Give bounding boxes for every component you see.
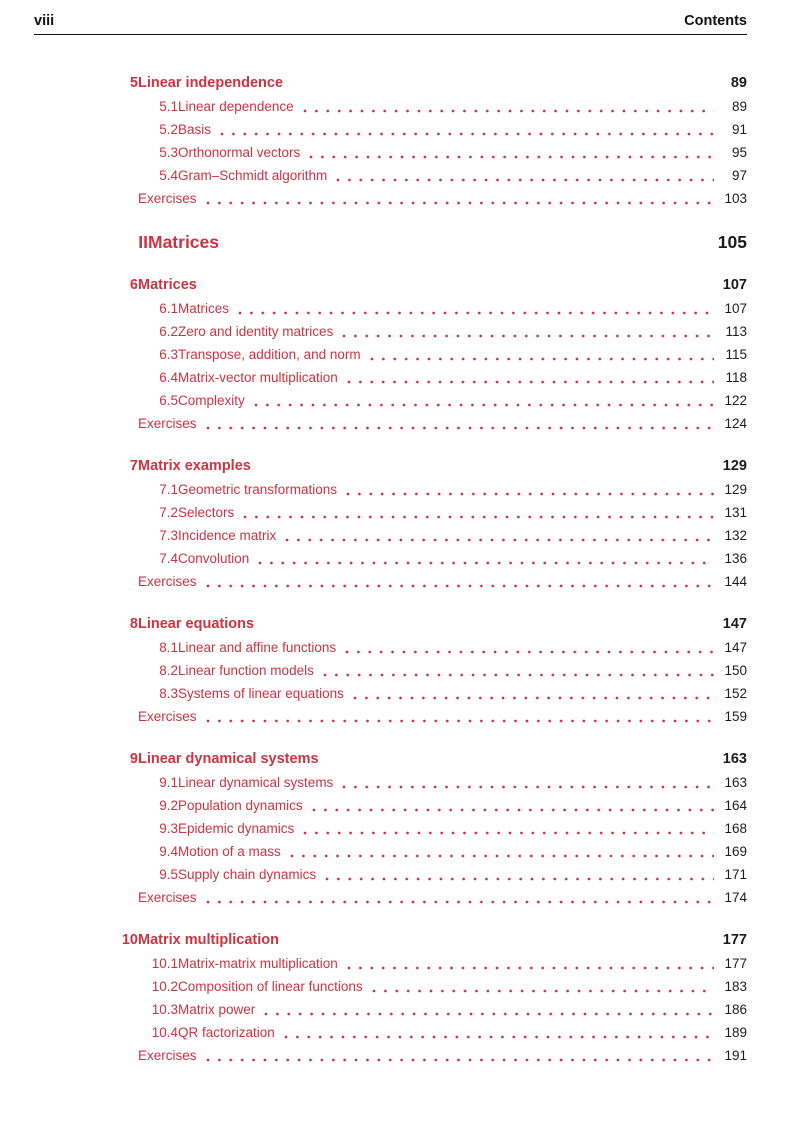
section-title: Incidence matrix: [178, 528, 277, 543]
section-title: Systems of linear equations: [178, 686, 344, 701]
chapter-number: 5: [129, 75, 138, 91]
section-number: 8.2: [159, 663, 178, 678]
chapter-number: 8: [129, 616, 138, 632]
chapter-number: 9: [129, 751, 138, 767]
toc-section-entry[interactable]: [138, 501, 747, 524]
section-title: Gram–Schmidt algorithm: [178, 168, 328, 183]
section-page-number: 122: [724, 393, 747, 408]
dot-leader: [370, 357, 714, 361]
toc-section-entry[interactable]: [138, 164, 747, 187]
section-title: Matrices: [178, 301, 230, 316]
dot-leader: [312, 808, 714, 812]
section-title: Exercises: [138, 709, 197, 724]
section-title: Exercises: [138, 191, 197, 206]
dot-leader: [206, 900, 714, 904]
section-page-number: 152: [724, 686, 747, 701]
chapter-title: Matrix multiplication: [138, 932, 279, 948]
section-number: 5.2: [159, 122, 178, 137]
toc-section-entry[interactable]: [138, 297, 747, 320]
toc-section-entry[interactable]: [138, 840, 747, 863]
dot-leader: [347, 380, 714, 384]
section-list: [110, 297, 747, 435]
chapter-page-number: 129: [722, 458, 747, 474]
section-number: 8.1: [159, 640, 178, 655]
section-page-number: 124: [724, 416, 747, 431]
section-page-number: 136: [724, 551, 747, 566]
section-number: 7.2: [159, 505, 178, 520]
toc-chapter-entry[interactable]: [110, 273, 747, 297]
section-page-number: 168: [724, 821, 747, 836]
chapter-number: 10: [121, 932, 138, 948]
section-title: Matrix-vector multiplication: [178, 370, 338, 385]
section-title: Exercises: [138, 416, 197, 431]
chapter-page-number: 163: [722, 751, 747, 767]
chapter-title: Matrix examples: [138, 458, 251, 474]
section-page-number: 115: [725, 347, 747, 362]
section-page-number: 164: [724, 798, 747, 813]
section-number: 10.2: [151, 979, 178, 994]
toc-section-entry[interactable]: [138, 705, 747, 728]
dot-leader: [303, 831, 714, 835]
toc-chapter-entry[interactable]: [110, 454, 747, 478]
section-title: Linear dynamical systems: [178, 775, 334, 790]
dot-leader: [285, 538, 714, 542]
chapter-title: Matrices: [138, 277, 197, 293]
dot-leader: [258, 561, 714, 565]
section-number: 10.1: [151, 956, 178, 971]
dot-leader: [353, 696, 714, 700]
toc-chapter-entry[interactable]: [110, 928, 747, 952]
dot-leader: [206, 584, 714, 588]
section-title: Complexity: [178, 393, 245, 408]
section-page-number: 129: [724, 482, 747, 497]
toc-section-entry[interactable]: [138, 412, 747, 435]
section-number: 10.3: [151, 1002, 178, 1017]
chapter-page-number: 107: [722, 277, 747, 293]
dot-leader: [309, 155, 714, 159]
dot-leader: [284, 1035, 714, 1039]
section-title: Composition of linear functions: [178, 979, 363, 994]
dot-leader: [342, 334, 714, 338]
toc-section-entry[interactable]: [138, 1044, 747, 1067]
toc-chapter-entry[interactable]: [110, 612, 747, 636]
dot-leader: [206, 1058, 714, 1062]
toc-part-entry[interactable]: [110, 230, 747, 254]
section-page-number: 91: [731, 122, 747, 137]
section-page-number: 169: [724, 844, 747, 859]
section-page-number: 107: [724, 301, 747, 316]
section-page-number: 171: [724, 867, 747, 882]
section-number: 9.1: [159, 775, 178, 790]
section-page-number: 174: [724, 890, 747, 905]
toc-section-entry[interactable]: [138, 320, 747, 343]
section-list: [110, 952, 747, 1067]
section-title: Epidemic dynamics: [178, 821, 295, 836]
section-page-number: 103: [724, 191, 747, 206]
section-number: 9.3: [159, 821, 178, 836]
section-page-number: 131: [724, 505, 747, 520]
dot-leader: [325, 877, 714, 881]
toc-section-entry[interactable]: [138, 975, 747, 998]
toc-section-entry[interactable]: [138, 952, 747, 975]
toc-section-entry[interactable]: [138, 570, 747, 593]
dot-leader: [206, 719, 714, 723]
section-title: Exercises: [138, 574, 197, 589]
toc-chapter-block: [110, 612, 747, 728]
section-title: Geometric transformations: [178, 482, 338, 497]
section-page-number: 97: [731, 168, 747, 183]
chapter-page-number: 177: [722, 932, 747, 948]
section-list: [110, 636, 747, 728]
section-page-number: 150: [724, 663, 747, 678]
section-title: Convolution: [178, 551, 250, 566]
section-page-number: 159: [724, 709, 747, 724]
toc-chapter-block: [110, 747, 747, 909]
toc-section-entry[interactable]: [138, 682, 747, 705]
section-title: Linear dependence: [178, 99, 294, 114]
toc-section-entry[interactable]: [138, 366, 747, 389]
section-number: 6.1: [159, 301, 178, 316]
section-number: 6.5: [159, 393, 178, 408]
toc-section-entry[interactable]: [138, 118, 747, 141]
dot-leader: [372, 989, 714, 993]
dot-leader: [336, 178, 714, 182]
dot-leader: [243, 515, 714, 519]
section-number: 7.3: [159, 528, 178, 543]
toc-section-entry[interactable]: [138, 863, 747, 886]
section-page-number: 183: [724, 979, 747, 994]
running-header: [34, 0, 747, 35]
section-page-number: 113: [725, 324, 747, 339]
section-number: 7.1: [159, 482, 178, 497]
toc-section-entry[interactable]: [138, 389, 747, 412]
section-title: Linear function models: [178, 663, 314, 678]
dot-leader: [264, 1012, 714, 1016]
dot-leader: [290, 854, 714, 858]
section-title: Matrix-matrix multiplication: [178, 956, 338, 971]
section-number: 5.4: [159, 168, 178, 183]
part-number: II: [138, 232, 148, 252]
chapter-title: Linear equations: [138, 616, 255, 632]
dot-leader: [206, 426, 714, 430]
section-title: Exercises: [138, 1048, 197, 1063]
section-page-number: 189: [724, 1025, 747, 1040]
toc-section-entry[interactable]: [138, 998, 747, 1021]
toc-section-entry[interactable]: [138, 771, 747, 794]
section-page-number: 163: [724, 775, 747, 790]
section-title: QR factorization: [178, 1025, 275, 1040]
section-page-number: 95: [731, 145, 747, 160]
dot-leader: [254, 403, 714, 407]
section-title: Transpose, addition, and norm: [178, 347, 361, 362]
toc-section-entry[interactable]: [138, 478, 747, 501]
section-page-number: 147: [724, 640, 747, 655]
section-title: Population dynamics: [178, 798, 303, 813]
section-number: 6.2: [159, 324, 178, 339]
section-number: 5.3: [159, 145, 178, 160]
dot-leader: [220, 132, 714, 136]
chapter-number: 6: [129, 277, 138, 293]
toc-chapter-block: [110, 928, 747, 1067]
section-page-number: 191: [724, 1048, 747, 1063]
part-title: Matrices: [148, 232, 220, 252]
toc-section-entry[interactable]: [138, 817, 747, 840]
dot-leader: [345, 650, 714, 654]
toc-section-entry[interactable]: [138, 187, 747, 210]
dot-leader: [238, 311, 714, 315]
section-list: [110, 95, 747, 210]
section-number: 9.2: [159, 798, 178, 813]
toc-section-entry[interactable]: [138, 547, 747, 570]
section-page-number: 186: [724, 1002, 747, 1017]
table-of-contents: [110, 71, 747, 1067]
section-title: Linear and affine functions: [178, 640, 337, 655]
section-page-number: 89: [731, 99, 747, 114]
dot-leader: [346, 492, 714, 496]
chapter-number: 7: [129, 458, 138, 474]
toc-section-entry[interactable]: [138, 95, 747, 118]
toc-chapter-entry[interactable]: [110, 71, 747, 95]
chapter-title: Linear independence: [138, 75, 284, 91]
section-title: Basis: [178, 122, 212, 137]
toc-section-entry[interactable]: [138, 659, 747, 682]
toc-section-entry[interactable]: [138, 524, 747, 547]
section-number: 8.3: [159, 686, 178, 701]
chapter-page-number: 147: [722, 616, 747, 632]
section-number: 9.4: [159, 844, 178, 859]
section-number: 7.4: [159, 551, 178, 566]
section-list: [110, 478, 747, 593]
part-page-number: 105: [717, 232, 747, 252]
running-header-title: Contents: [684, 13, 747, 29]
dot-leader: [342, 785, 714, 789]
chapter-title: Linear dynamical systems: [138, 751, 319, 767]
dot-leader: [303, 109, 714, 113]
section-title: Matrix power: [178, 1002, 256, 1017]
section-list: [110, 771, 747, 909]
section-page-number: 144: [724, 574, 747, 589]
toc-section-entry[interactable]: [138, 141, 747, 164]
chapter-page-number: 89: [730, 75, 747, 91]
section-page-number: 177: [724, 956, 747, 971]
folio-page-label: viii: [34, 13, 55, 29]
section-number: 6.3: [159, 347, 178, 362]
toc-chapter-block: [110, 273, 747, 435]
section-number: 10.4: [151, 1025, 178, 1040]
section-page-number: 118: [725, 370, 747, 385]
section-number: 6.4: [159, 370, 178, 385]
toc-chapter-block: [110, 71, 747, 210]
toc-chapter-entry[interactable]: [110, 747, 747, 771]
toc-section-entry[interactable]: [138, 343, 747, 366]
section-title: Exercises: [138, 890, 197, 905]
section-title: Selectors: [178, 505, 235, 520]
dot-leader: [206, 201, 714, 205]
section-number: 9.5: [159, 867, 178, 882]
toc-section-entry[interactable]: [138, 886, 747, 909]
toc-section-entry[interactable]: [138, 794, 747, 817]
toc-section-entry[interactable]: [138, 636, 747, 659]
section-title: Supply chain dynamics: [178, 867, 317, 882]
toc-chapter-block: [110, 454, 747, 593]
section-number: 5.1: [159, 99, 178, 114]
dot-leader: [323, 673, 714, 677]
section-title: Zero and identity matrices: [178, 324, 334, 339]
toc-section-entry[interactable]: [138, 1021, 747, 1044]
section-title: Motion of a mass: [178, 844, 281, 859]
dot-leader: [347, 966, 714, 970]
section-title: Orthonormal vectors: [178, 145, 301, 160]
section-page-number: 132: [724, 528, 747, 543]
